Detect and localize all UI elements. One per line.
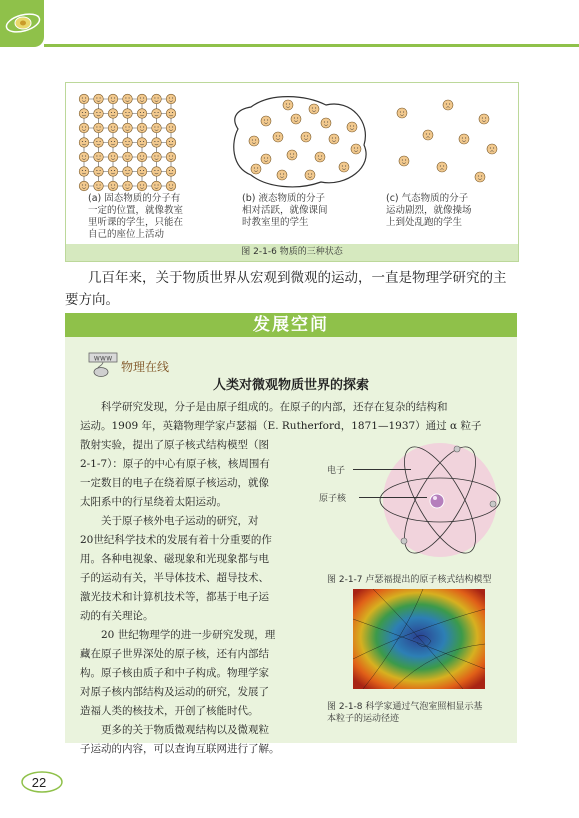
atom-caption: 图 2-1-7 卢瑟福提出的原子核式结构模型 (327, 575, 492, 585)
intro-line-1: 几百年来，关于物质世界从宏观到微观的运动，一直是物理学研究的主 (88, 270, 507, 286)
caption-gas-line: (c) 气态物质的分子 (386, 193, 469, 204)
molecule-face-icon (137, 167, 147, 177)
photo-caption-line: 图 2-1-8 科学家通过气泡室照相显示基 (327, 702, 483, 712)
molecule-face-icon (166, 94, 176, 104)
body-line: 散射实验，提出了原子核式结构模型（图 (80, 439, 269, 451)
molecule-face-icon (137, 123, 147, 133)
molecule-face-icon (123, 109, 133, 119)
liquid-molecules-diagram (226, 87, 376, 192)
molecule-face-icon (437, 162, 447, 172)
molecule-face-icon (479, 114, 489, 124)
molecule-face-icon (166, 109, 176, 119)
caption-solid-line: 自己的座位上活动 (88, 229, 165, 240)
caption-gas-line: 运动剧烈，就像操场 (386, 205, 472, 216)
molecule-face-icon (277, 170, 287, 180)
body-line: 构。原子核由质子和中子构成。物理学家 (80, 667, 269, 679)
molecule-face-icon (309, 104, 319, 114)
molecule-face-icon (351, 144, 361, 154)
body-line: 子的运动有关，半导体技术、超导技术、 (80, 572, 269, 584)
molecule-face-icon (123, 167, 133, 177)
molecule-face-icon (347, 122, 357, 132)
molecule-face-icon (94, 152, 104, 162)
body-line: 运动。1909 年，英籍物理学家卢瑟福（E. Rutherford，1871—1937）通过 α 粒子 (80, 420, 482, 432)
body-line: 关于原子核外电子运动的研究，对 (101, 515, 259, 527)
body-line: 20世纪科学技术的发展有着十分重要的作 (80, 534, 272, 546)
leader-electron (353, 469, 411, 470)
molecule-face-icon (94, 167, 104, 177)
molecule-face-icon (108, 181, 118, 191)
molecule-face-icon (79, 109, 89, 119)
molecule-face-icon (487, 144, 497, 154)
molecule-face-icon (79, 152, 89, 162)
atom-model-diagram (375, 435, 505, 565)
molecule-face-icon (283, 100, 293, 110)
molecule-face-icon (108, 167, 118, 177)
caption-solid-line: 里听课的学生，只能在 (88, 217, 184, 228)
molecule-face-icon (79, 138, 89, 148)
molecule-face-icon (459, 134, 469, 144)
header-stripe (0, 0, 579, 44)
molecule-face-icon (273, 132, 283, 142)
molecule-face-icon (94, 123, 104, 133)
body-line: 一定数目的电子在绕着原子核运动，就像 (80, 477, 269, 489)
molecule-face-icon (108, 109, 118, 119)
molecule-face-icon (321, 118, 331, 128)
body-line: 用。各种电视象、磁现象和光现象都与电 (80, 553, 269, 565)
molecule-face-icon (301, 132, 311, 142)
molecule-face-icon (305, 170, 315, 180)
intro-line-2: 要方向。 (65, 292, 119, 308)
molecule-face-icon (108, 138, 118, 148)
molecule-face-icon (397, 108, 407, 118)
molecule-face-icon (137, 109, 147, 119)
article-title: 人类对微观物质世界的探索 (212, 378, 369, 393)
leader-nucleus (359, 497, 427, 498)
body-line: 科学研究发现，分子是由原子组成的。在原子的内部，还存在复杂的结构和 (101, 401, 448, 413)
molecule-face-icon (137, 181, 147, 191)
molecule-face-icon (123, 152, 133, 162)
solid-molecules-diagram (74, 89, 194, 194)
body-line: 太阳系中的行星绕着太阳运动。 (80, 496, 227, 508)
molecule-face-icon (287, 150, 297, 160)
molecule-face-icon (329, 134, 339, 144)
molecule-face-icon (152, 109, 162, 119)
molecule-face-icon (475, 172, 485, 182)
molecule-face-icon (152, 181, 162, 191)
molecule-face-icon (94, 181, 104, 191)
body-line: 动的有关理论。 (80, 610, 154, 622)
figure-caption: 图 2-1-6 物质的三种状态 (66, 244, 518, 261)
body-line: 对原子核内部结构及运动的研究，发展了 (80, 686, 269, 698)
molecule-face-icon (79, 123, 89, 133)
molecule-face-icon (291, 114, 301, 124)
caption-solid-line: (a) 固态物质的分子有 (88, 193, 181, 204)
molecule-face-icon (249, 136, 259, 146)
body-line: 2-1-7）：原子的中心有原子核，核周围有 (80, 458, 270, 470)
body-line: 20 世纪物理学的进一步研究发现，理 (101, 629, 276, 641)
molecule-face-icon (443, 100, 453, 110)
caption-liquid (242, 193, 328, 229)
molecule-face-icon (79, 167, 89, 177)
molecule-face-icon (152, 167, 162, 177)
molecule-face-icon (339, 162, 349, 172)
label-nucleus: 原子核 (319, 494, 347, 504)
body-line: 更多的关于物质微观结构以及微观粒 (101, 724, 269, 736)
label-electron: 电子 (327, 466, 346, 476)
development-panel (65, 313, 517, 755)
molecule-face-icon (94, 94, 104, 104)
body-line: 子运动的内容，可以查询互联网进行了解。 (80, 743, 280, 755)
molecule-face-icon (137, 152, 147, 162)
molecule-face-icon (399, 156, 409, 166)
molecule-face-icon (137, 94, 147, 104)
page-number-badge (20, 770, 64, 798)
www-text: www (93, 353, 113, 363)
molecule-face-icon (166, 138, 176, 148)
caption-solid (88, 193, 183, 241)
molecule-face-icon (152, 152, 162, 162)
header-rule (44, 44, 579, 47)
molecule-face-icon (166, 167, 176, 177)
molecule-face-icon (137, 138, 147, 148)
molecule-face-icon (166, 181, 176, 191)
online-label: 物理在线 (121, 360, 170, 374)
page-number: 22 (31, 775, 47, 790)
molecule-face-icon (166, 123, 176, 133)
body-line: 激光技术和计算机技术等，都基于电子运 (80, 591, 269, 603)
molecule-face-icon (108, 94, 118, 104)
molecule-face-icon (251, 164, 261, 174)
caption-liquid-line: 时教室里的学生 (242, 217, 309, 228)
molecule-face-icon (79, 181, 89, 191)
body-line: 造福人类的核技术，开创了核能时代。 (80, 705, 259, 717)
molecule-face-icon (261, 154, 271, 164)
body-line: 藏在原子世界深处的原子核，还有内部结 (80, 648, 269, 660)
molecule-face-icon (152, 138, 162, 148)
molecule-face-icon (152, 94, 162, 104)
molecule-face-icon (123, 123, 133, 133)
panel-heading: 发展空间 (65, 313, 517, 337)
caption-gas (386, 193, 472, 229)
molecule-face-icon (315, 152, 325, 162)
molecule-face-icon (123, 138, 133, 148)
header-bar (0, 0, 579, 46)
molecule-face-icon (108, 123, 118, 133)
molecule-face-icon (79, 94, 89, 104)
molecule-face-icon (123, 94, 133, 104)
molecule-face-icon (94, 138, 104, 148)
caption-gas-line: 上到处乱跑的学生 (386, 217, 463, 228)
molecule-face-icon (261, 116, 271, 126)
figure-states-of-matter (65, 82, 519, 262)
molecule-face-icon (108, 152, 118, 162)
photo-caption-line: 本粒子的运动径迹 (327, 714, 400, 724)
molecule-face-icon (123, 181, 133, 191)
caption-solid-line: 一定的位置，就像教室 (88, 205, 184, 216)
molecule-face-icon (166, 152, 176, 162)
caption-liquid-line: (b) 液态物质的分子 (242, 193, 325, 204)
molecule-face-icon (94, 109, 104, 119)
molecule-face-icon (423, 130, 433, 140)
gas-molecules-diagram (384, 95, 504, 190)
caption-liquid-line: 相对活跃，就像课间 (242, 205, 328, 216)
galaxy-logo-icon (4, 10, 42, 36)
molecule-face-icon (152, 123, 162, 133)
bubble-chamber-photo (353, 589, 485, 689)
photo-caption (327, 701, 482, 725)
